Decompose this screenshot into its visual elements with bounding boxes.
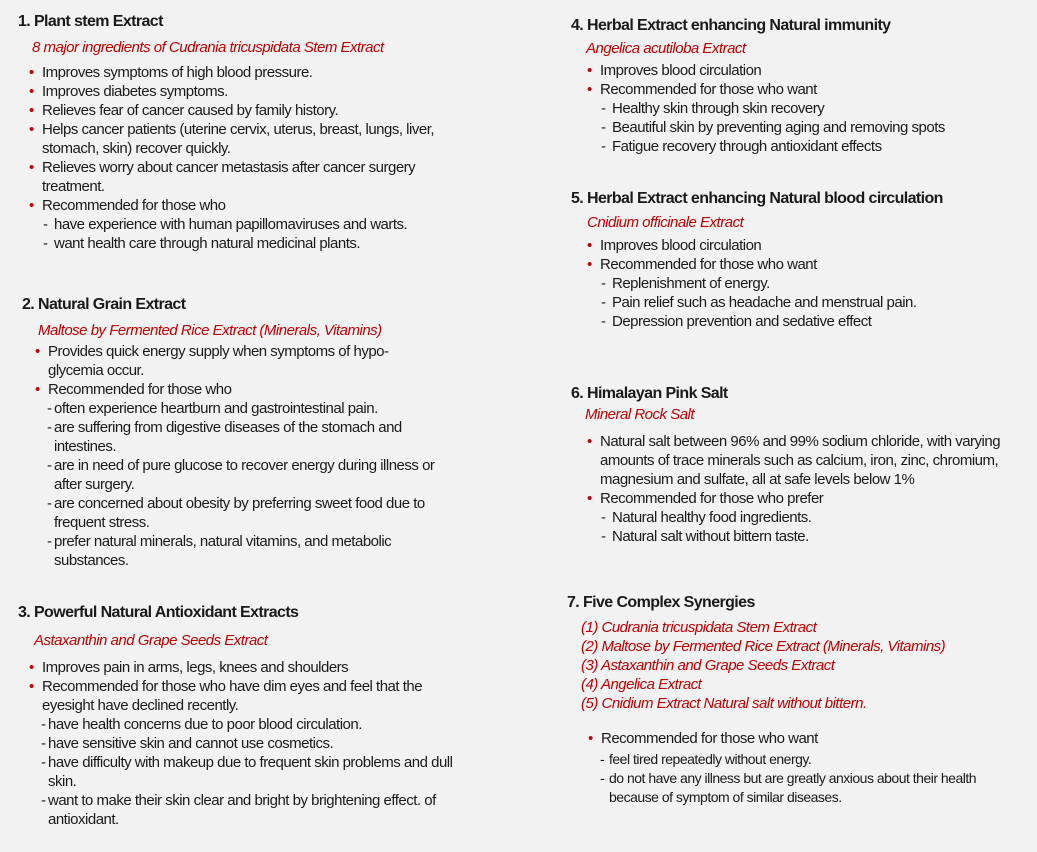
section-title: 2. Natural Grain Extract (22, 296, 186, 313)
list-item: • Provides quick energy supply when symptoms of hypo-glycemia occur. (32, 342, 428, 380)
list-item: - Replenishment of energy. (584, 274, 1021, 293)
list-item: - have difficulty with makeup due to frequent skin problems and dull skin. (26, 753, 463, 791)
list-item: • Improves diabetes symptoms. (26, 82, 478, 101)
synergy-list (581, 618, 1022, 713)
bullet-list (584, 61, 1021, 156)
list-item: - prefer natural minerals, natural vitamins, and metabolic substances. (32, 532, 454, 570)
synergy-item: (1) Cudrania tricuspidata Stem Extract (581, 619, 817, 636)
section-subtitle: Angelica acutiloba Extract (586, 40, 746, 57)
bullet-list (585, 729, 1022, 807)
list-item: • Recommended for those who (32, 380, 462, 399)
list-item: • Improves pain in arms, legs, knees and shoulders (26, 658, 463, 677)
list-item: • Improves blood circulation (584, 61, 1021, 80)
list-item: • Recommended for those who want (584, 80, 1021, 99)
section-subtitle: Maltose by Fermented Rice Extract (Minerals, Vitamins) (38, 322, 382, 339)
section-subtitle: Cnidium officinale Extract (587, 214, 744, 231)
list-item: - have sensitive skin and cannot use cosmetics. (26, 734, 463, 753)
synergy-item: (3) Astaxanthin and Grape Seeds Extract (581, 657, 835, 674)
list-item: • Recommended for those who prefer (584, 489, 1026, 508)
section-title: 5. Herbal Extract enhancing Natural blood circulation (571, 190, 943, 207)
list-item: - have health concerns due to poor blood circulation. (26, 715, 463, 734)
list-item: - are in need of pure glucose to recover energy during illness or after surgery. (32, 456, 462, 494)
list-item: • Recommended for those who want (584, 255, 1021, 274)
bullet-list (584, 236, 1021, 331)
list-item: - often experience heartburn and gastrointestinal pain. (32, 399, 462, 418)
list-item: - feel tired repeatedly without energy. (585, 750, 1022, 769)
list-item: - Healthy skin through skin recovery (584, 99, 1021, 118)
bullet-list (26, 63, 478, 253)
section-subtitle: Astaxanthin and Grape Seeds Extract (34, 632, 268, 649)
section-herbal-immunity (571, 16, 1021, 156)
section-herbal-blood-circulation (571, 189, 1021, 331)
list-item: • Recommended for those who want (585, 729, 1022, 748)
list-item: - are concerned about obesity by preferring sweet food due to frequent stress. (32, 494, 462, 532)
list-item: - Depression prevention and sedative effect (584, 312, 1021, 331)
section-antioxidant-extracts (18, 603, 463, 829)
list-item: • Improves blood circulation (584, 236, 1021, 255)
list-item: - Natural healthy food ingredients. (584, 508, 1026, 527)
section-five-complex-synergies (567, 593, 1022, 807)
synergy-item: (5) Cnidium Extract Natural salt without bittern. (581, 695, 867, 712)
list-item: • Relieves worry about cancer metastasis after cancer surgery treatment. (26, 158, 478, 196)
section-subtitle: 8 major ingredients of Cudrania tricuspidata Stem Extract (32, 39, 384, 56)
list-item: - want to make their skin clear and bright by brightening effect. of antioxidant. (26, 791, 453, 829)
synergy-item: (4) Angelica Extract (581, 676, 702, 693)
list-item: • Improves symptoms of high blood pressure. (26, 63, 478, 82)
list-item: • Natural salt between 96% and 99% sodium chloride, with varying amounts of trace minerals such as calcium, iron, zinc, chromium, magnesium and sulfate, all at safe levels below 1% (584, 432, 1020, 489)
list-item: - have experience with human papillomaviruses and warts. (26, 215, 478, 234)
section-title: 4. Herbal Extract enhancing Natural immunity (571, 17, 891, 34)
list-item: • Relieves fear of cancer caused by family history. (26, 101, 478, 120)
list-item: • Recommended for those who (26, 196, 478, 215)
list-item: • Recommended for those who have dim eyes and feel that the eyesight have declined recently. (26, 677, 447, 715)
list-item: - Natural salt without bittern taste. (584, 527, 1026, 546)
list-item: - Beautiful skin by preventing aging and removing spots (584, 118, 1021, 137)
list-item: - Pain relief such as headache and menstrual pain. (584, 293, 1021, 312)
section-himalayan-pink-salt (571, 384, 1026, 546)
synergy-item: (2) Maltose by Fermented Rice Extract (Minerals, Vitamins) (581, 638, 946, 655)
list-item: - do not have any illness but are greatly anxious about their health because of symptom of similar diseases. (585, 769, 989, 807)
bullet-list (32, 342, 462, 570)
list-item: - want health care through natural medicinal plants. (26, 234, 478, 253)
section-title: 3. Powerful Natural Antioxidant Extracts (18, 604, 299, 621)
list-item: - Fatigue recovery through antioxidant effects (584, 137, 1021, 156)
list-item: • Helps cancer patients (uterine cervix, uterus, breast, lungs, liver, stomach, skin) recover quickly. (26, 120, 478, 158)
section-title: 6. Himalayan Pink Salt (571, 385, 728, 402)
section-natural-grain-extract (22, 295, 462, 570)
bullet-list (584, 432, 1026, 546)
section-title: 7. Five Complex Synergies (567, 594, 755, 611)
list-item: - are suffering from digestive diseases of the stomach and intestines. (32, 418, 462, 456)
section-title: 1. Plant stem Extract (18, 13, 163, 30)
section-subtitle: Mineral Rock Salt (585, 406, 695, 423)
section-plant-stem-extract (18, 12, 478, 253)
bullet-list (26, 658, 463, 829)
